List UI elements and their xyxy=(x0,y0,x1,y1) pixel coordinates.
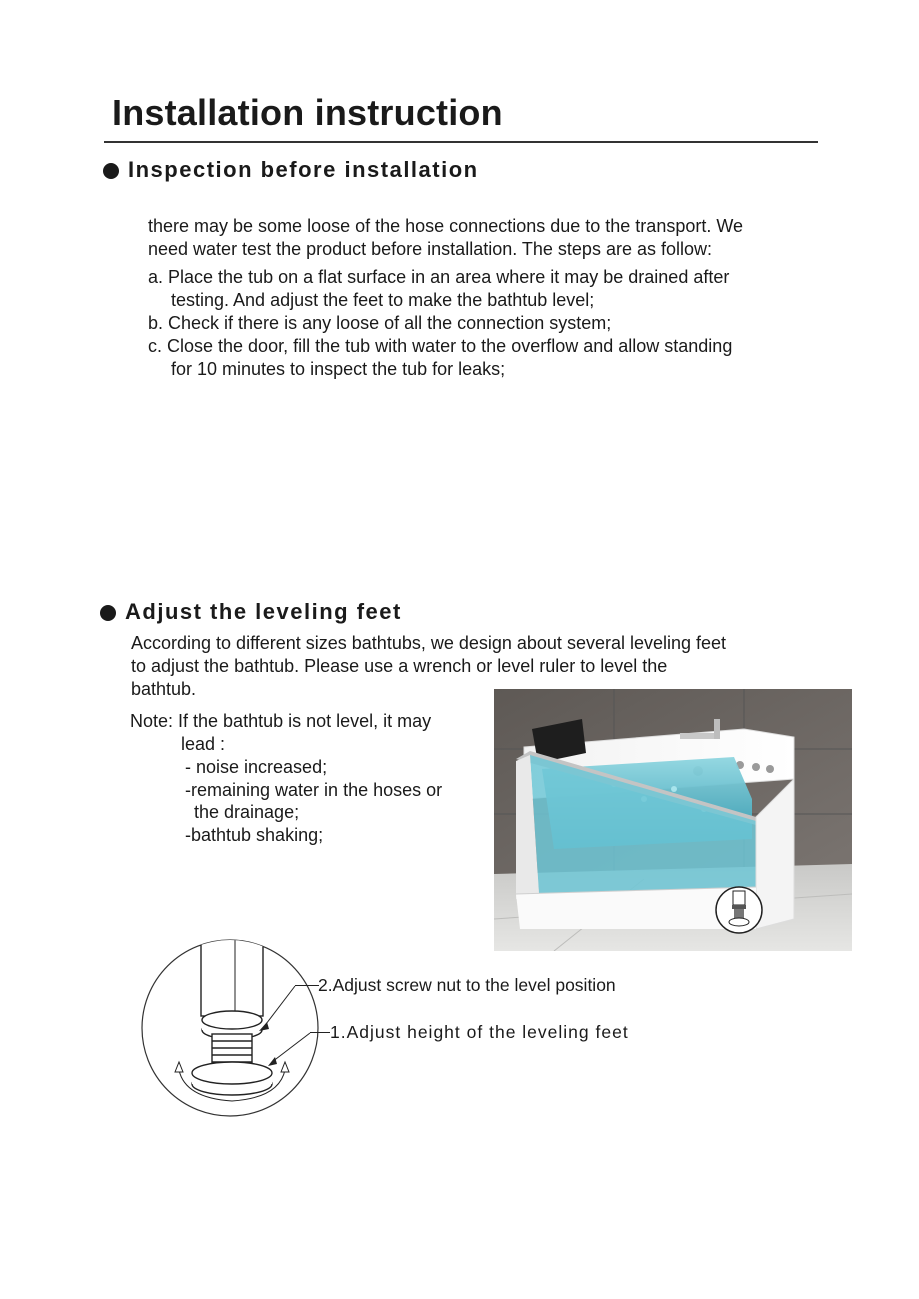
leveling-intro-line: bathtub. xyxy=(131,679,197,699)
note-item: the drainage; xyxy=(194,802,300,822)
note-text: Note: If the bathtub is not level, it may xyxy=(130,711,432,731)
section-heading-leveling: Adjust the leveling feet xyxy=(125,599,402,624)
leveling-intro-line: According to different sizes bathtubs, we design about several leveling feet xyxy=(131,633,727,653)
step-a-cont: testing. And adjust the feet to make the bathtub level; xyxy=(171,290,595,310)
note-text: lead : xyxy=(181,734,226,754)
section-bullet-icon xyxy=(100,605,116,621)
inspection-intro-line: there may be some loose of the hose connections due to the transport. We xyxy=(148,216,744,236)
step-c: c. Close the door, fill the tub with water to the overflow and allow standing xyxy=(148,336,733,356)
callout-leader xyxy=(310,1032,330,1033)
inspection-intro-line: need water test the product before installation. The steps are as follow: xyxy=(148,239,712,259)
leveling-foot-diagram xyxy=(135,938,325,1118)
step-c-cont: for 10 minutes to inspect the tub for leaks; xyxy=(171,359,506,379)
callout-leader xyxy=(295,985,319,986)
title-divider xyxy=(104,141,818,143)
step-b: b. Check if there is any loose of all the connection system; xyxy=(148,313,612,333)
inspection-intro xyxy=(148,215,743,261)
callout-height: 1.Adjust height of the leveling feet xyxy=(330,1022,629,1042)
note-item: -remaining water in the hoses or xyxy=(185,780,443,800)
step-a: a. Place the tub on a flat surface in an area where it may be drained after xyxy=(148,267,730,287)
page-title: Installation instruction xyxy=(112,92,503,133)
inspection-steps xyxy=(148,266,732,381)
section-bullet-icon xyxy=(103,163,119,179)
callout-screw-nut: 2.Adjust screw nut to the level position xyxy=(318,975,616,995)
leveling-intro-line: to adjust the bathtub. Please use a wrench or level ruler to level the xyxy=(131,656,668,676)
bathtub-photo xyxy=(494,689,852,951)
section-heading-inspection: Inspection before installation xyxy=(128,157,479,182)
note-item: -bathtub shaking; xyxy=(185,825,324,845)
note-item: - noise increased; xyxy=(185,757,328,777)
